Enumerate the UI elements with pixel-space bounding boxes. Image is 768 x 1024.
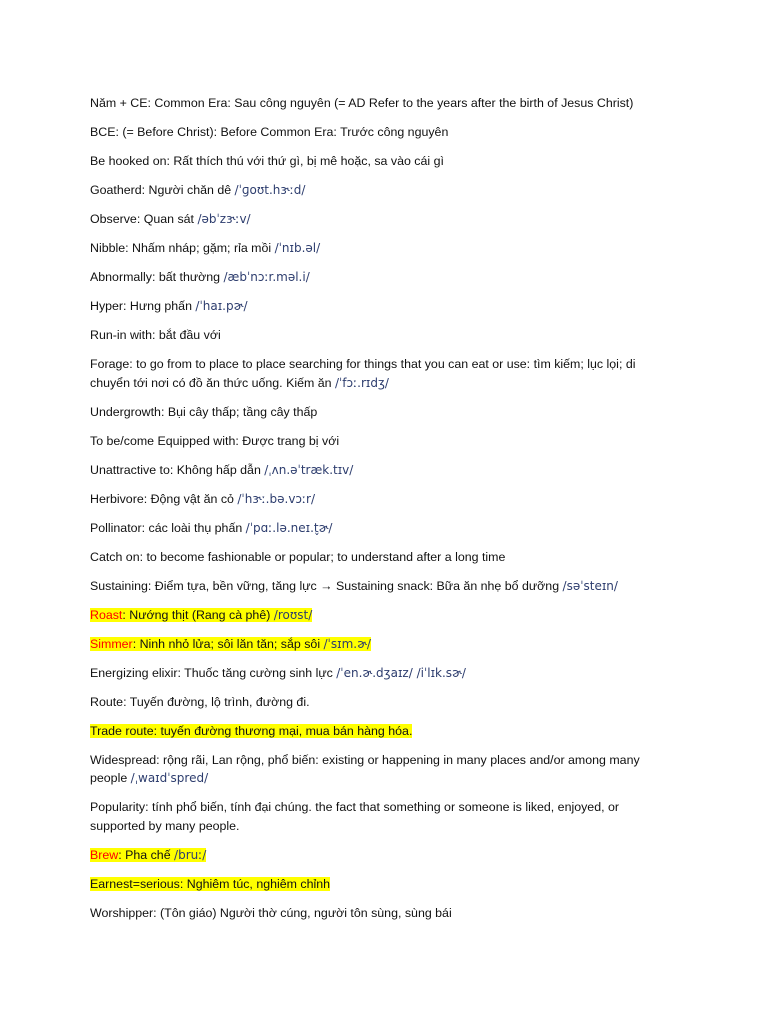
vocab-entry [90,635,670,654]
vocab-entry [90,904,670,923]
entry-text [90,800,619,833]
vocab-entry [90,403,670,422]
ipa-pronunciation: /ˌwaɪdˈspred/ [130,771,209,785]
highlighted-text [90,608,312,622]
vocab-entry [90,461,670,480]
entry-definition: Unattractive to: Không hấp dẫn [90,462,265,477]
vocab-entry [90,722,670,741]
entry-definition: : Nướng thịt (Rang cà phê) [122,607,274,622]
vocab-entry [90,606,670,625]
ipa-pronunciation: /ˈpɑː.lə.neɪ.t̬ɚ/ [245,520,333,535]
arrow-right-icon: → [320,578,333,593]
entry-definition: Herbivore: Động vật ăn cỏ [90,491,238,506]
entry-definition: Năm + CE: Common Era: Sau công nguyên (= AD Refer to the years after the birth of Jesus Christ) [90,96,634,110]
ipa-pronunciation: /ˈhaɪ.pɚ/ [195,299,248,313]
vocab-entry [90,664,670,683]
vocab-term: Roast [90,607,123,622]
entry-text [90,270,310,284]
entry-text [90,434,339,448]
entry-definition: Abnormally: bất thường [90,270,224,284]
vocab-entry [90,875,670,894]
entry-definition: Earnest=serious: Nghiêm túc, nghiêm chỉnh [90,876,331,891]
entry-text [90,125,448,139]
entry-definition: Goatherd: Người chăn dê [90,183,235,197]
entry-text [90,753,640,786]
entry-definition: : Ninh nhỏ lửa; sôi lăn tăn; sắp sôi [132,636,324,651]
entry-definition: Widespread: rộng rãi, Lan rộng, phổ biến: existing or happening in many places and/or among many people [90,752,640,785]
vocab-entry [90,297,670,316]
entry-definition: Nibble: Nhấm nháp; gặm; rỉa mồi [90,241,275,255]
ipa-pronunciation: /æbˈnɔːr.məl.i/ [223,270,310,284]
ipa-pronunciation: /əbˈzɝːv/ [197,212,251,226]
highlighted-text [90,637,371,651]
entry-text [90,906,452,920]
entry-definition: Popularity: tính phổ biến, tính đại chúng. the fact that something or someone is liked, enjoyed, or supported by many people. [90,800,619,833]
entry-text [90,357,635,390]
entry-definition: Hyper: Hưng phấn [90,299,196,313]
entry-definition: : Pha chế [118,847,175,862]
entry-text [90,521,332,535]
entry-text [90,154,444,168]
entry-definition: Observe: Quan sát [90,212,198,226]
entry-text [90,579,618,593]
vocab-entry [90,94,670,113]
entry-text [90,666,466,680]
entry-definition: BCE: (= Before Christ): Before Common Era: Trước công nguyên [90,125,449,139]
ipa-pronunciation: /ˌʌn.əˈtræk.tɪv/ [264,462,354,477]
entry-definition: Catch on: to become fashionable or popular; to understand after a long time [90,549,506,564]
vocab-entry [90,355,670,392]
entry-text [90,405,317,419]
vocab-term: Brew [90,847,119,862]
entry-definition: Worshipper: (Tôn giáo) Người thờ cúng, người tôn sùng, sùng bái [90,905,452,920]
vocab-entry [90,210,670,229]
vocab-entry [90,751,670,788]
vocab-term: Simmer [90,636,133,651]
entry-definition: Trade route: tuyến đường thương mại, mua bán hàng hóa. [90,723,413,738]
entry-definition: Run-in with: bắt đầu với [90,328,221,342]
vocab-entry [90,693,670,712]
entry-text [90,328,221,342]
vocab-entry [90,181,670,200]
entry-text [90,212,251,226]
ipa-pronunciation: /ˈfɔː.rɪdʒ/ [334,375,389,390]
entry-definition-extra: Sustaining snack: Bữa ăn nhẹ bổ dưỡng [332,578,563,593]
highlighted-text [90,724,412,738]
ipa-pronunciation: /ˈhɝː.bə.vɔːr/ [237,491,316,506]
vocab-entry [90,490,670,509]
ipa-pronunciation: /ˈnɪb.əl/ [274,241,321,255]
ipa-pronunciation: /ˈen.ɚ.dʒaɪz/ /iˈlɪk.sɚ/ [336,665,466,680]
vocab-entry [90,123,670,142]
entry-definition: Route: Tuyến đường, lộ trình, đường đi. [90,694,310,709]
ipa-pronunciation: /ˈsɪm.ɚ/ [323,636,371,651]
vocab-entry [90,519,670,538]
entry-text [90,492,315,506]
entry-text [90,550,505,564]
vocab-entry [90,432,670,451]
vocab-entry [90,326,670,345]
vocab-entry [90,548,670,567]
entry-text [90,463,353,477]
entry-text [90,183,305,197]
entry-definition: Pollinator: các loài thụ phấn [90,520,246,535]
entry-definition: Undergrowth: Bụi cây thấp; tầng cây thấp [90,404,318,419]
entry-definition: Energizing elixir: Thuốc tăng cường sinh lực [90,665,337,680]
entry-text [90,299,248,313]
entry-text [90,96,633,110]
vocab-entry [90,577,670,596]
entry-text [90,695,310,709]
entry-definition: Sustaining: Điểm tựa, bền vững, tăng lực [90,578,321,593]
vocab-entry [90,239,670,258]
highlighted-text [90,848,206,862]
entry-definition: Forage: to go from to place to place searching for things that you can eat or use: tìm kiếm; lục lọi; di chuyển tới nơi có đồ ăn thức uống. Kiếm ăn [90,357,636,390]
ipa-pronunciation: /roʊst/ [273,607,313,622]
vocab-entry [90,268,670,287]
ipa-pronunciation: /bruː/ [174,847,207,862]
entry-definition: Be hooked on: Rất thích thú với thứ gì, bị mê hoặc, sa vào cái gì [90,154,444,168]
vocab-entry [90,798,670,835]
ipa-pronunciation: /səˈsteɪn/ [562,578,618,593]
highlighted-text [90,877,330,891]
vocab-entry [90,846,670,865]
ipa-pronunciation: /ˈɡoʊt.hɝːd/ [234,183,306,197]
vocabulary-list [90,94,670,933]
entry-definition: To be/come Equipped with: Được trang bị với [90,433,340,448]
entry-text [90,241,320,255]
vocab-entry [90,152,670,171]
